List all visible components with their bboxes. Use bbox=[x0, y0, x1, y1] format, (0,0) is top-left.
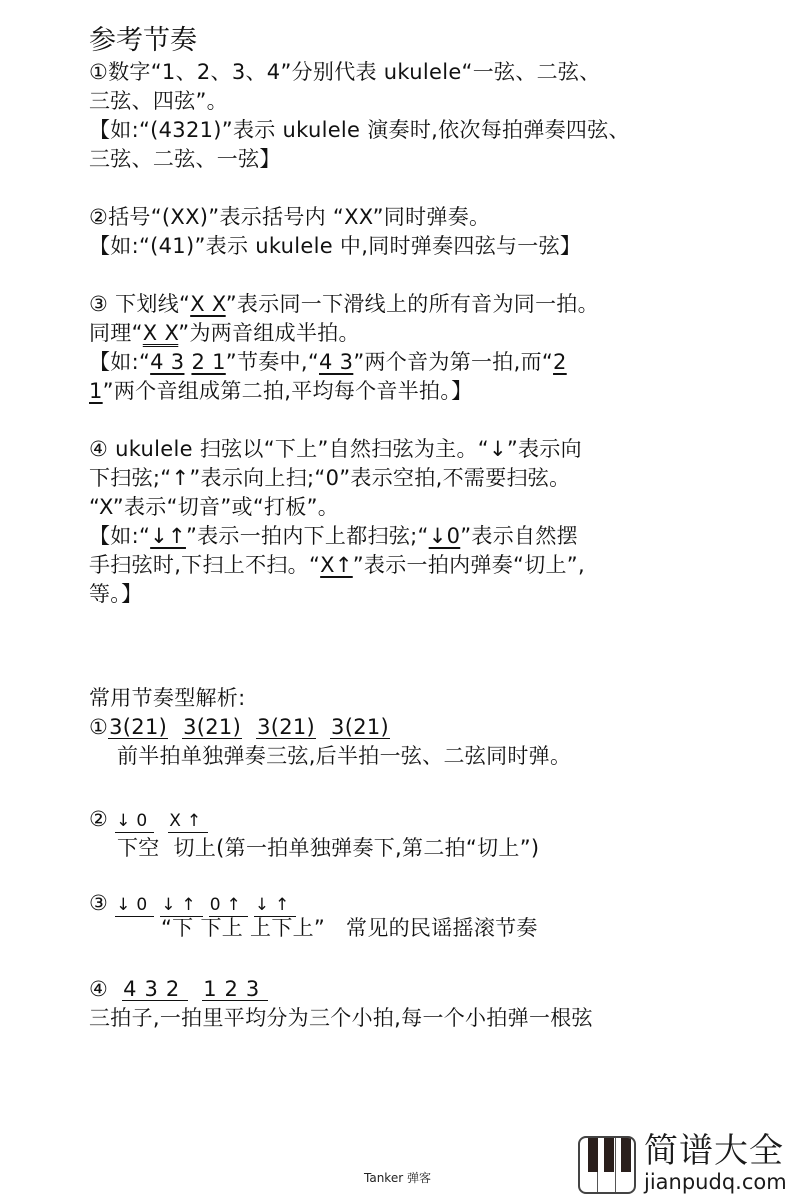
beat-group: 123 bbox=[203, 977, 268, 1001]
underlined-notation: ↓0 bbox=[428, 524, 461, 548]
beat-group: 0↑ bbox=[209, 895, 247, 915]
pattern-description: 三拍子,一拍里平均分为三个小拍,每一个小拍弹一根弦 bbox=[89, 1006, 593, 1030]
beat-group: ↓0 bbox=[116, 811, 154, 831]
pattern-description: 前半拍单独弹奏三弦,后半拍一弦、二弦同时弹。 bbox=[117, 744, 572, 768]
footer-credit: Tanker 弹客 bbox=[364, 1171, 431, 1185]
logo-url: jianpudq.com bbox=[644, 1170, 787, 1194]
beat-group: 3(21) bbox=[331, 715, 390, 739]
text-line: 等。】 bbox=[89, 582, 143, 606]
underlined-notation: X X bbox=[190, 292, 226, 316]
beat-group: ↓↑ bbox=[254, 895, 296, 915]
text-line: ①数字“1、2、3、4”分别代表 ukulele“一弦、二弦、 bbox=[89, 60, 601, 84]
pattern-1: ①3(21) 3(21) 3(21) 3(21) bbox=[89, 715, 390, 739]
underlined-notation: 4 3 bbox=[150, 350, 185, 374]
text-line: ④ ukulele 扫弦以“下上”自然扫弦为主。“↓”表示向 bbox=[89, 437, 582, 461]
pattern-3: ③ ↓0 ↓↑ 0↑ ↓↑ bbox=[89, 891, 296, 915]
section-heading: 常用节奏型解析: bbox=[89, 686, 246, 710]
section-3 bbox=[89, 290, 719, 406]
text-line: ③ 下划线“X X”表示同一下滑线上的所有音为同一拍。 bbox=[89, 292, 599, 316]
patterns-section bbox=[89, 684, 593, 1033]
underlined-notation: 2 1 bbox=[191, 350, 226, 374]
document-body bbox=[89, 24, 719, 609]
text-line: “X”表示“切音”或“打板”。 bbox=[89, 495, 340, 519]
beat-group: 432 bbox=[123, 977, 188, 1001]
text-line: 1”两个音组成第二拍,平均每个音半拍。】 bbox=[89, 379, 473, 403]
section-4 bbox=[89, 435, 719, 609]
beat-group: 3(21) bbox=[183, 715, 242, 739]
beat-group: 3(21) bbox=[109, 715, 168, 739]
page-title: 参考节奏 bbox=[89, 25, 197, 56]
pattern-description: 下空 切上(第一拍单独弹奏下,第二拍“切上”) bbox=[117, 836, 540, 860]
text-line: ②括号“(XX)”表示括号内 “XX”同时弹奏。 bbox=[89, 205, 491, 229]
text-line: 【如:“↓↑”表示一拍内下上都扫弦;“↓0”表示自然摆 bbox=[89, 524, 578, 548]
text-line: 【如:“(4321)”表示 ukulele 演奏时,依次每拍弹奏四弦、 bbox=[89, 118, 630, 142]
section-1 bbox=[89, 58, 719, 174]
site-logo[interactable] bbox=[578, 1132, 800, 1198]
underlined-notation: X↑ bbox=[320, 553, 353, 577]
text-line: 三弦、二弦、一弦】 bbox=[89, 147, 281, 171]
underlined-notation: 1 bbox=[89, 379, 103, 403]
beat-group: 3(21) bbox=[257, 715, 316, 739]
beat-group: X↑ bbox=[169, 811, 208, 831]
text-line: 【如:“4 3 2 1”节奏中,“4 3”两个音为第一拍,而“2 bbox=[89, 350, 567, 374]
piano-keys-icon bbox=[578, 1136, 636, 1194]
underlined-notation: ↓↑ bbox=[150, 524, 186, 548]
underlined-notation: 4 3 bbox=[319, 350, 354, 374]
text-line: 同理“X X”为两音组成半拍。 bbox=[89, 321, 360, 345]
pattern-4: ④ 432 123 bbox=[89, 977, 268, 1001]
text-line: 【如:“(41)”表示 ukulele 中,同时弹奏四弦与一弦】 bbox=[89, 234, 582, 258]
beat-group: ↓↑ bbox=[161, 895, 202, 915]
text-line: 三弦、四弦”。 bbox=[89, 89, 228, 113]
text-line: 下扫弦;“↑”表示向上扫;“0”表示空拍,不需要扫弦。 bbox=[89, 466, 571, 490]
pattern-description: “下 下上 上下上” 常见的民谣摇滚节奏 bbox=[161, 916, 538, 940]
pattern-2: ② ↓0 X↑ bbox=[89, 807, 208, 831]
double-underlined-notation: X X bbox=[142, 321, 179, 345]
underlined-notation: 2 bbox=[553, 350, 567, 374]
beat-group: ↓0 bbox=[116, 895, 154, 915]
logo-name: 简谱大全 bbox=[644, 1131, 784, 1171]
section-2 bbox=[89, 203, 719, 261]
text-line: 手扫弦时,下扫上不扫。“X↑”表示一拍内弹奏“切上”, bbox=[89, 553, 585, 577]
